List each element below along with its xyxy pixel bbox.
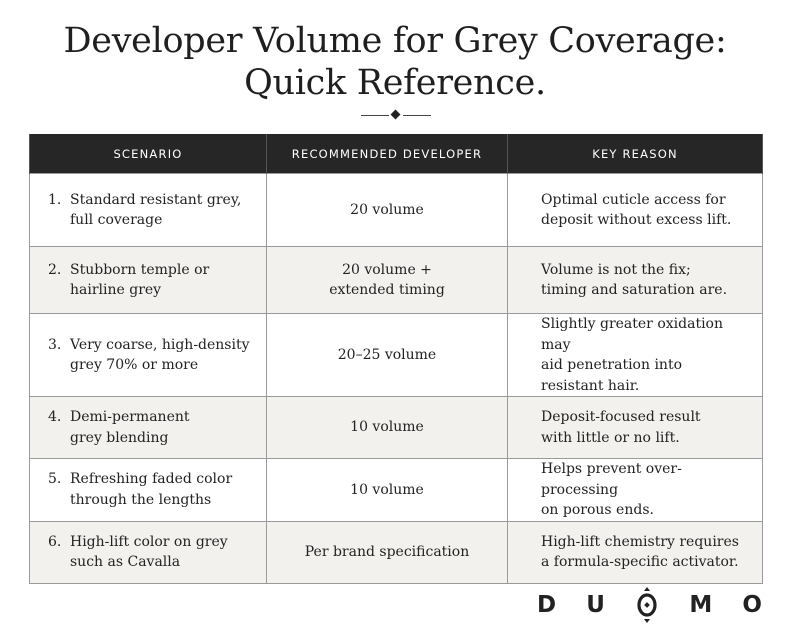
scenario-line: Refreshing faded color <box>70 471 233 488</box>
scenario-cell <box>30 521 267 583</box>
developer-cell <box>267 174 508 247</box>
reason-line: timing and saturation are. <box>541 282 728 298</box>
table-row <box>30 174 763 247</box>
scenario-cell <box>30 397 267 459</box>
title-line-2: Quick Reference. <box>244 63 546 103</box>
reason-line: deposit without excess lift. <box>541 212 732 228</box>
row-number: 5. <box>48 471 62 488</box>
scenario-line: Demi-permanent <box>70 409 190 425</box>
scenario-line: grey 70% or more <box>70 357 199 373</box>
row-number: 3. <box>48 336 62 353</box>
scenario-text <box>70 532 228 573</box>
reason-line: Volume is not the fix; <box>541 261 691 278</box>
scenario-cell <box>30 174 267 247</box>
developer-cell <box>267 397 508 459</box>
developer-line: extended timing <box>329 282 445 298</box>
header-key-reason: KEY REASON <box>508 134 763 174</box>
table-row <box>30 521 763 583</box>
title-divider <box>361 111 431 121</box>
reason-cell <box>508 397 763 459</box>
developer-line: 10 volume <box>350 481 424 498</box>
scenario-line: through the lengths <box>70 491 212 508</box>
scenario-line: Very coarse, high-density <box>70 336 250 353</box>
reason-line: Helps prevent over-processing <box>541 461 682 498</box>
reason-cell <box>508 174 763 247</box>
reason-cell <box>508 314 763 397</box>
scenario-text <box>70 469 232 510</box>
logo-letter-d: D <box>537 592 557 618</box>
reason-line: High-lift chemistry requires <box>541 533 739 550</box>
logo-letter-u: U <box>586 592 605 618</box>
title-line-1: Developer Volume for Grey Coverage: <box>63 21 727 61</box>
table-header-row <box>30 134 763 174</box>
diamond-icon <box>391 110 401 120</box>
scenario-text <box>70 190 241 231</box>
header-scenario: SCENARIO <box>30 134 267 174</box>
scenario-text <box>70 335 250 376</box>
reason-line: a formula-specific activator. <box>541 554 739 570</box>
row-number: 1. <box>48 191 62 208</box>
scenario-cell <box>30 247 267 314</box>
scenario-line: grey blending <box>70 429 169 446</box>
reason-line: with little or no lift. <box>541 429 680 446</box>
scenario-cell <box>30 314 267 397</box>
developer-cell <box>267 247 508 314</box>
header-developer: RECOMMENDED DEVELOPER <box>267 134 508 174</box>
page-title <box>0 20 790 104</box>
reason-line: resistant hair. <box>541 377 640 394</box>
reason-line: Deposit-focused result <box>541 409 701 425</box>
developer-cell <box>267 521 508 583</box>
developer-line: 20 volume + <box>342 261 432 278</box>
scenario-text <box>70 260 209 301</box>
developer-line: 10 volume <box>350 419 424 436</box>
reason-line: on porous ends. <box>541 502 654 518</box>
reason-line: Slightly greater oxidation may <box>541 316 723 353</box>
row-number: 2. <box>48 261 62 278</box>
scenario-line: such as Cavalla <box>70 554 181 570</box>
reason-cell <box>508 459 763 522</box>
table-row <box>30 314 763 397</box>
developer-cell <box>267 459 508 522</box>
scenario-line: High-lift color on grey <box>70 533 228 550</box>
logo-o-icon <box>635 587 659 623</box>
developer-line: Per brand specification <box>304 543 470 560</box>
duomo-logo <box>537 587 762 623</box>
scenario-line: hairline grey <box>70 282 162 298</box>
developer-line: 20–25 volume <box>337 346 437 363</box>
logo-letter-m: M <box>689 592 713 618</box>
logo-letter-o: O <box>742 592 762 618</box>
developer-cell <box>267 314 508 397</box>
table-row <box>30 247 763 314</box>
logo-o-mark <box>635 587 659 623</box>
reason-line: aid penetration into <box>541 357 682 373</box>
reference-table <box>29 134 763 584</box>
row-number: 6. <box>48 533 62 550</box>
scenario-line: Standard resistant grey, <box>70 191 242 208</box>
row-number: 4. <box>48 409 62 425</box>
scenario-line: Stubborn temple or <box>70 261 210 278</box>
reason-cell <box>508 521 763 583</box>
table-row <box>30 459 763 522</box>
scenario-cell <box>30 459 267 522</box>
reason-cell <box>508 247 763 314</box>
reason-line: Optimal cuticle access for <box>541 191 726 208</box>
developer-line: 20 volume <box>350 201 424 218</box>
scenario-text <box>70 407 190 448</box>
table-row <box>30 397 763 459</box>
scenario-line: full coverage <box>70 212 163 228</box>
